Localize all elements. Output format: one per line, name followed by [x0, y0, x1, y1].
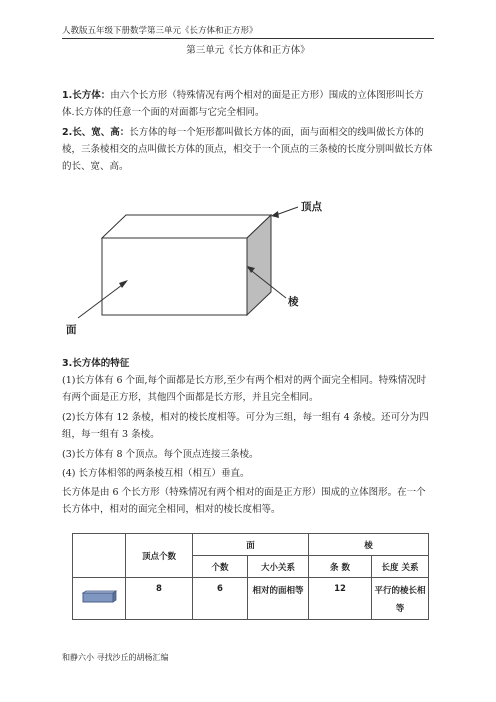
lwh-text: 长方体的每一个矩形都叫做长方体的面，面与面相交的线叫做长方体的棱，三条棱相交的点叫做长方体的顶点，相交于一个顶点的三条棱的长度分别叫做长方体的长、宽、高。	[62, 127, 433, 172]
feature-2: (2)长方体有 12 条棱，相对的棱长度相等。可分为三组，每一组有 4 条棱。还可分为四组，每一组有 3 条棱。	[62, 412, 429, 440]
header-edge-relation: 长度 关系	[372, 556, 429, 578]
header-face-relation: 大小关系	[248, 556, 309, 578]
cell-edge-relation: 平行的棱长相等	[372, 578, 429, 620]
cuboid-icon	[81, 590, 117, 604]
header-face-count: 个数	[193, 556, 248, 578]
cuboid-front-face	[102, 238, 247, 315]
feature-4: (4) 长方体相邻的两条棱互相（相互）垂直。	[62, 468, 250, 479]
vertex-label: 顶点	[301, 201, 322, 213]
cuboid-definition-text: 由六个长方形（特殊情况有两个相对的面是正方形）围成的立体图形叫长方体.长方体的任意一个面的对面都与它完全相同。	[62, 90, 424, 118]
edge-label: 棱	[288, 296, 299, 308]
section-heading-features: 3.长方体的特征	[62, 358, 130, 369]
cell-vertices: 8	[126, 578, 193, 620]
cell-face-relation: 相对的面相等	[248, 578, 309, 620]
page-footer: 和静六小 寻找沙丘的胡杨汇编	[62, 653, 169, 662]
header-vertex-count: 顶点个数	[126, 534, 193, 578]
cuboid-definition-label: 1.长方体：	[62, 90, 111, 101]
cuboid-properties-table	[72, 533, 429, 620]
feature-1: (1)长方体有 6 个面,每个面都是长方形,至少有两个相对的两个面完全相同。特殊情况时有两个面是正方形，其他四个面都是长方形，并且完全相同。	[62, 375, 427, 403]
header-edge-count: 条 数	[309, 556, 372, 578]
table-corner-cell	[73, 534, 126, 578]
cuboid-top-face	[102, 215, 271, 238]
face-label: 面	[66, 324, 77, 336]
cell-faces: 6	[193, 578, 248, 620]
cell-edges: 12	[309, 578, 372, 620]
cuboid-icon-cell	[73, 578, 126, 620]
feature-3: (3)长方体有 8 个顶点。每个顶点连接三条棱。	[62, 449, 259, 460]
page-header: 人教版五年级下册数学第三单元《长方体和正方形》	[62, 24, 434, 39]
header-edge: 棱	[309, 534, 429, 556]
lwh-label: 2.长、宽、高：	[62, 127, 130, 138]
cuboid-summary: 长方体是由 6 个长方形（特殊情况有两个相对的面是正方形）围成的立体图形。在一个长方体中，相对的面完全相同，相对的棱长度相等。	[62, 487, 426, 515]
header-face: 面	[193, 534, 309, 556]
page-title: 第三单元《长方体和正方体》	[186, 45, 310, 56]
